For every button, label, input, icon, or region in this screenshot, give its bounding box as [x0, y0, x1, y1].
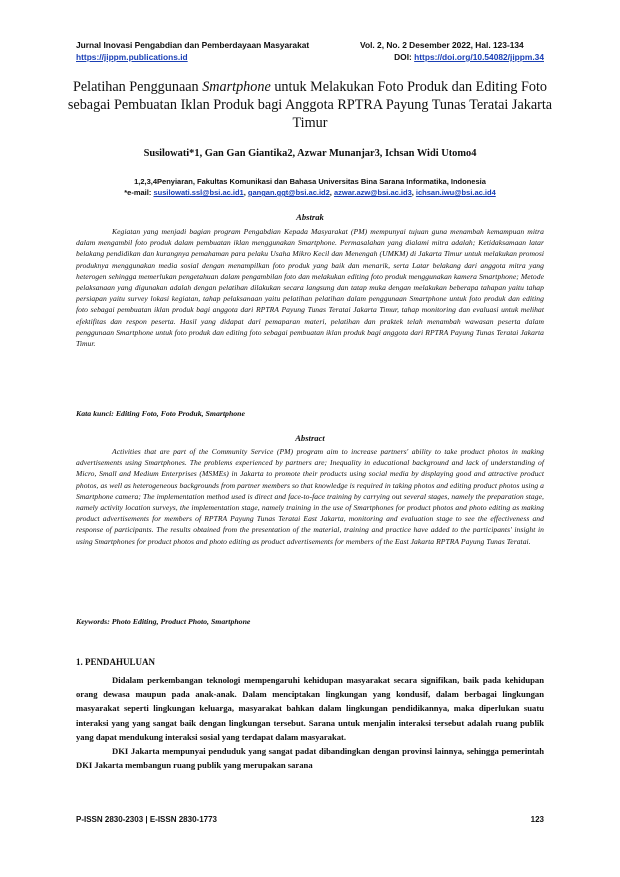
body-paragraph-1: Didalam perkembangan teknologi mempengaruhi kehidupan masyarakat secara signifikan, baik pada kehidupan orang dewasa maupun pada anak-anak. Dalam menciptakan lingkungan yang kondusif, dalam berbagai lingkungan masyarakat seperti lingkungan keluarga, masyarakat bahkan dalam lingkungan pendidikannya, maka diperlukan suatu interaksi yang yang sangat baik dengan lingkungan tersebut. Sarana untuk menjalin interaksi tersebut adalah ruang publik yang dapat mendukung interaksi sosial yang terdapat dalam masyarakat. [76, 675, 544, 742]
email-1[interactable]: susilowati.ssl@bsi.ac.id1 [153, 188, 244, 197]
journal-name: Jurnal Inovasi Pengabdian dan Pemberdayaan Masyarakat [76, 40, 310, 50]
footer-issn: P-ISSN 2830-2303 | E-ISSN 2830-1773 [76, 815, 217, 824]
email-3[interactable]: azwar.azw@bsi.ac.id3 [333, 188, 412, 197]
title-part-3: untuk Melakukan Foto Produk dan Editing Foto sebagai Pembuatan Iklan Produk bagi Anggota RPTRA Payung Tunas Teratai Jakarta Timur [67, 79, 553, 131]
affiliation-text: 1,2,3,4Penyiaran, Fakultas Komunikasi dan Bahasa Universitas Bina Sarana Informatika, Indonesia [134, 177, 486, 186]
journal-url-link[interactable]: https://jippm.publications.id [76, 52, 188, 62]
abstrak-text [76, 226, 544, 349]
volume-info: Vol. 2, No. 2 Desember 2022, Hal. 123-134 [360, 40, 524, 50]
email-2[interactable]: gangan.ggt@bsi.ac.id2 [247, 188, 330, 197]
abstract-keywords: Keywords: Photo Editing, Product Photo, Smartphone [76, 617, 251, 626]
email-line: *e-mail: susilowati.ssl@bsi.ac.id1, gangan.ggt@bsi.ac.id2, azwar.azw@bsi.ac.id3, ichsan.iwu@bsi.ac.id4 [124, 188, 496, 197]
email-4[interactable]: ichsan.iwu@bsi.ac.id4 [415, 188, 496, 197]
doi-label: DOI: [394, 52, 412, 62]
author-list: Susilowati*1, Gan Gan Giantika2, Azwar Munanjar3, Ichsan Widi Utomo4 [143, 148, 477, 159]
body-paragraph-2: DKI Jakarta mempunyai penduduk yang sangat padat dibandingkan dengan provinsi lainnya, sehingga pemerintah DKI Jakarta membangun ruang publik yang merupakan sarana [76, 746, 544, 771]
abstrak-keywords: Kata kunci: Editing Foto, Foto Produk, Smartphone [76, 409, 245, 418]
affiliation [40, 176, 580, 198]
journal-url[interactable] [76, 52, 188, 63]
title-part-2: Smartphone [202, 79, 271, 95]
abstrak-heading: Abstrak [296, 212, 324, 222]
abstract-paragraph: Activities that are part of the Community Service (PM) program aim to increase partners' ability to take product photos in making advertisements using Smartphones. The problems experienced by partners are; Inequality in educational background and lack of understanding of Micro, Small and Medium Enterprises (MSMEs) in Jakarta to promote their products using social media by displaying good and attractive product photos, as well as heterogeneous backgrounds from partner members so that knowledge is required in taking photos and editing product photos using a Smartphone camera; The implementation method used is direct and face-to-face training by carrying out several stages, namely the preparation stage, namely activity location surveys, the implementation stage, namely training in the use of Smartphones for product photos and photo editing as making product advertisements for members of RPTRA Payung Tunas Teratai East Jakarta, monitoring and evaluation stage to see the effectiveness and response of participants. The results obtained from the presentation of the material, training and practice have added to the participants' insight in using Smartphones for product photos and photo editing as product advertisements for members of the East Jakarta RPTRA Payung Tunas Teratai. [76, 447, 544, 546]
title-part-1: Pelatihan Penggunaan [72, 79, 203, 95]
paper-title [60, 78, 560, 132]
section-body [76, 673, 544, 772]
page-number: 123 [530, 815, 544, 824]
abstract-text [76, 446, 544, 547]
abstract-heading: Abstract [295, 433, 325, 443]
section-heading: 1. PENDAHULUAN [76, 657, 156, 667]
doi-link[interactable]: https://doi.org/10.54082/jippm.34 [414, 52, 544, 62]
doi-line [360, 52, 544, 63]
email-prefix: *e-mail: [124, 188, 154, 197]
abstrak-paragraph: Kegiatan yang menjadi bagian program Pengabdian Kepada Masyarakat (PM) mempunyai tujuan guna menambah kemampuan mitra dalam mengambil foto produk dalam pembuatan iklan menggunakan Smartphone. Permasalahan yang dialami mitra adalah; Ketidaksamaan latar belakang pendidikan dan kurangnya pemahaman para pelaku Usaha Mikro Kecil dan Menengah (UMKM) di Jakarta Timur untuk melakukan promosi produknya menggunakan media sosial dengan menampilkan foto produk yang baik dan menarik, serta Latar belakang dari anggota mitra yang heterogen sehingga memerlukan pengetahuan dalam pengambilan foto dan melakukan editing foto produk menggunakan kamera Smartphone; Metode pelaksanaan yang digunakan adalah dengan pelatihan dilakukan secara langsung dan tatap muka dengan melakukan beberapa tahapan yaitu tahap persiapan yaitu survey lokasi kegiatan, tahap pelaksanaan yaitu pelatihan pelatihan dalam penggunaan Smartphone untuk foto produk dan editing foto sebagai pembuatan iklan produk bagi anggota dari RPTRA Payung Tunas Teratai Jakarta Timur, tahap monitoring dan evaluasi untuk melihat efektifitas dan respon peserta. Hasil yang didapat dari pemaparan materi, pelatihan dan praktek telah menambah wawasan peserta dalam penggunaan Smartphone untuk foto produk dan editing foto sebagai pembuatan iklan produk bagi anggota dari RPTRA Payung Tunas Teratai Jakarta Timur. [76, 227, 544, 349]
